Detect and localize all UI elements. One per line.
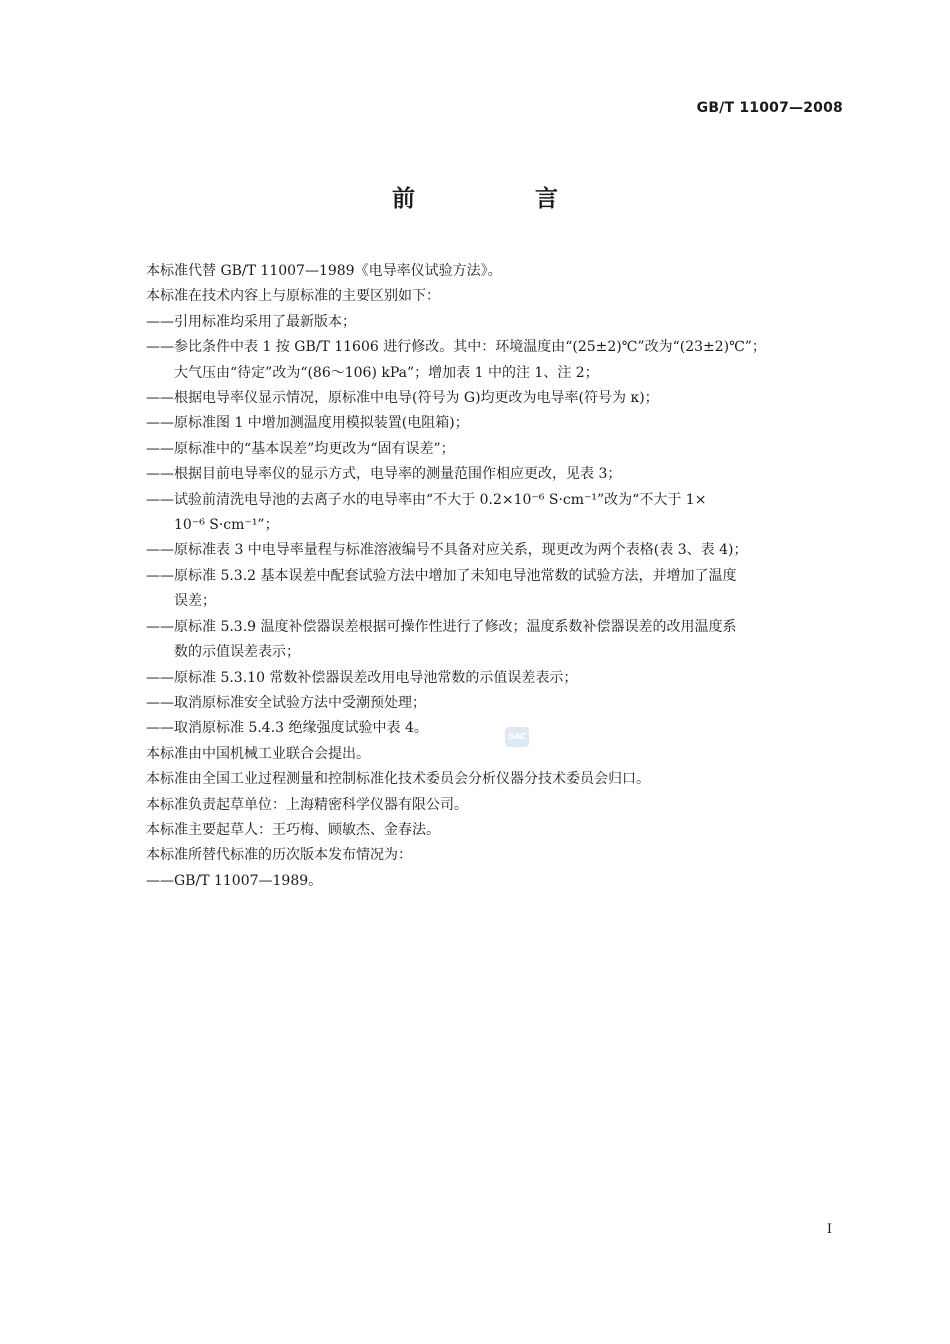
change-item: [146, 437, 846, 462]
change-item-line: ——原标准中的“基本误差”均更改为“固有误差”；: [146, 440, 455, 457]
page-number: I: [826, 1222, 832, 1237]
change-item-line: ——参比条件中表 1 按 GB/T 11606 进行修改。其中：环境温度由“(25±2)℃”改为“(23±2)℃”；: [146, 339, 766, 356]
change-item-line: ——取消原标准安全试验方法中受潮预处理；: [146, 694, 426, 711]
change-item-line: ——根据电导率仪显示情况，原标准中电导(符号为 G)均更改为电导率(符号为 κ)；: [146, 390, 659, 407]
change-item-line: ——原标准 5.3.9 温度补偿器误差根据可操作性进行了修改；温度系数补偿器误差的改用温度系: [146, 618, 737, 635]
closing-paragraph: 本标准负责起草单位：上海精密科学仪器有限公司。: [146, 796, 468, 813]
closing-paragraph: 本标准所替代标准的历次版本发布情况为：: [146, 847, 412, 864]
closing-paragraph: 本标准主要起草人：王巧梅、顾敏杰、金春法。: [146, 821, 440, 838]
change-item: [146, 386, 846, 411]
document-body: [146, 259, 846, 894]
change-item: [146, 488, 846, 539]
intro-paragraph: 本标准在技术内容上与原标准的主要区别如下：: [146, 288, 440, 305]
change-item: [146, 666, 846, 691]
intro-paragraph: 本标准代替 GB/T 11007—1989《电导率仪试验方法》。: [146, 263, 502, 279]
change-item-line: ——取消原标准 5.4.3 绝缘强度试验中表 4。: [146, 720, 428, 737]
sac-watermark-logo: SAC: [505, 727, 529, 747]
change-item-continuation: 大气压由“待定”改为“(86～106) kPa”；增加表 1 中的注 1、注 2；: [174, 364, 599, 381]
change-item: [146, 310, 846, 335]
change-item: [146, 716, 846, 741]
change-item-line: ——原标准 5.3.10 常数补偿器误差改用电导池常数的示值误差表示；: [146, 669, 578, 686]
change-item-line: ——原标准表 3 中电导率量程与标准溶液编号不具备对应关系，现更改为两个表格(表 3、表 4)；: [146, 542, 748, 559]
closing-paragraph: 本标准由全国工业过程测量和控制标准化技术委员会分析仪器分技术委员会归口。: [146, 771, 650, 788]
change-item-continuation: 10⁻⁶ S·cm⁻¹”；: [174, 517, 279, 534]
standard-number: GB/T 11007—2008: [696, 100, 843, 116]
change-item: [146, 615, 846, 666]
change-item-continuation: 误差；: [174, 593, 216, 610]
change-item-line: ——根据目前电导率仪的显示方式，电导率的测量范围作相应更改，见表 3；: [146, 466, 622, 483]
change-item: [146, 411, 846, 436]
change-item-continuation: 数的示值误差表示；: [174, 644, 300, 661]
change-item: [146, 335, 846, 386]
change-item-line: ——原标准图 1 中增加测温度用模拟装置(电阻箱)；: [146, 415, 469, 432]
closing-paragraph: 本标准由中国机械工业联合会提出。: [146, 745, 370, 762]
change-item: [146, 538, 846, 563]
change-item-line: ——原标准 5.3.2 基本误差中配套试验方法中增加了未知电导池常数的试验方法，并增加了温度: [146, 567, 737, 584]
change-item-line: ——引用标准均采用了最新版本；: [146, 313, 356, 330]
change-item: [146, 564, 846, 615]
page-title: 前 言: [391, 186, 614, 212]
change-item: [146, 462, 846, 487]
change-item: [146, 691, 846, 716]
change-item-line: ——试验前清洗电导池的去离子水的电导率由“不大于 0.2×10⁻⁶ S·cm⁻¹”改为“不大于 1×: [146, 491, 707, 508]
closing-paragraph: ——GB/T 11007—1989。: [146, 872, 323, 889]
